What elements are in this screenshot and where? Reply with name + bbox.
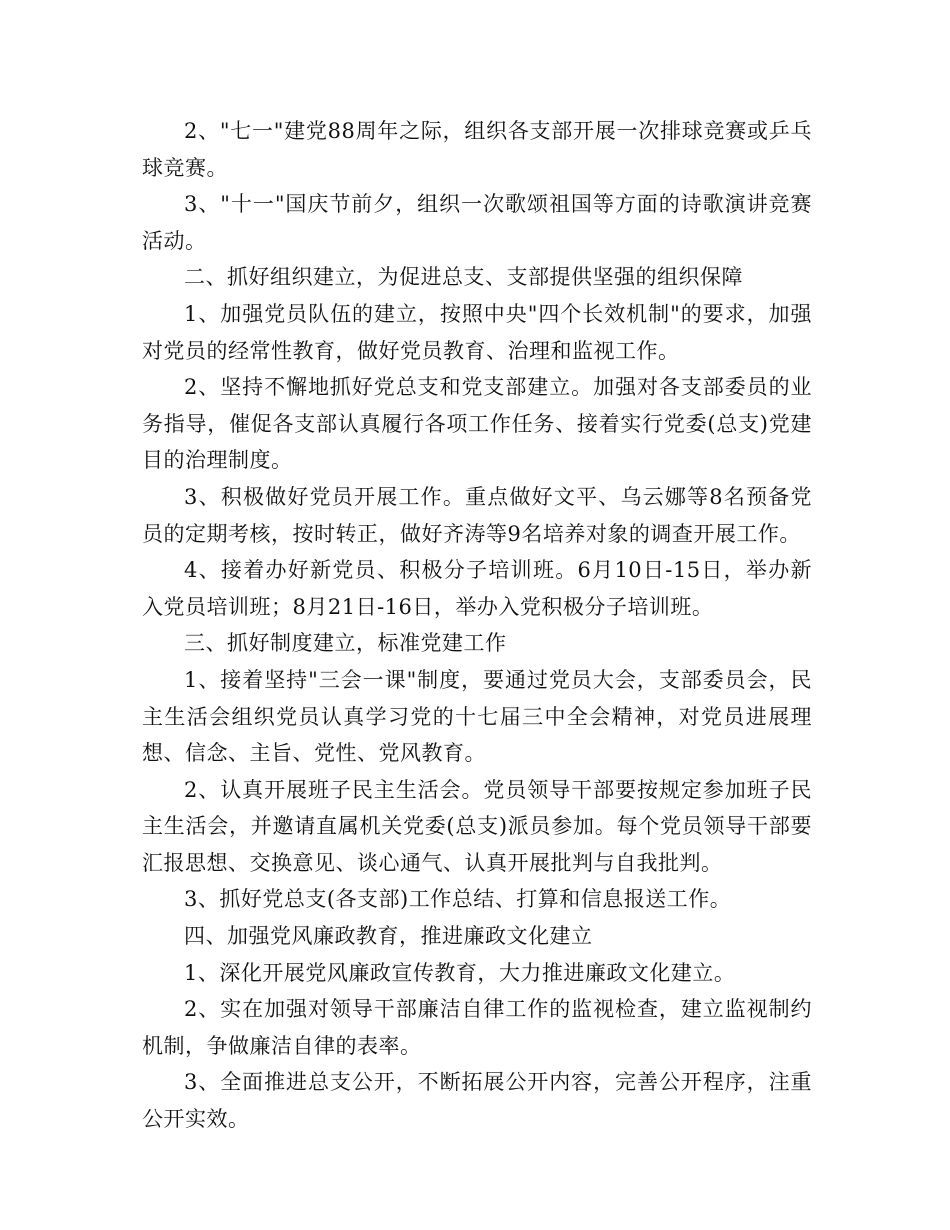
paragraph: 2、认真开展班子民主生活会。党员领导干部要按规定参加班子民主生活会，并邀请直属机关党委(总支)派员参加。每个党员领导干部要汇报思想、交换意见、谈心通气、认真开展批判与自我批判。 <box>142 777 812 875</box>
paragraph: 2、"七一"建党88周年之际，组织各支部开展一次排球竞赛或乒乓球竞赛。 <box>142 119 812 180</box>
paragraph: 3、积极做好党员开展工作。重点做好文平、乌云娜等8名预备党员的定期考核，按时转正，做好齐涛等9名培养对象的调查开展工作。 <box>142 484 812 546</box>
paragraph: 3、"十一"国庆节前夕，组织一次歌颂祖国等方面的诗歌演讲竞赛活动。 <box>142 192 812 253</box>
paragraph: 2、实在加强对领导干部廉洁自律工作的监视检查，建立监视制约机制，争做廉洁自律的表率。 <box>142 997 812 1058</box>
section-heading: 二、抓好组织建立，为促进总支、支部提供坚强的组织保障 <box>184 265 743 290</box>
paragraph: 1、加强党员队伍的建立，按照中央"四个长效机制"的要求，加强对党员的经常性教育，做好党员教育、治理和监视工作。 <box>142 301 812 363</box>
paragraph: 3、抓好党总支(各支部)工作总结、打算和信息报送工作。 <box>184 887 732 912</box>
paragraph: 3、全面推进总支公开，不断拓展公开内容，完善公开程序，注重公开实效。 <box>142 1070 812 1132</box>
paragraph: 2、坚持不懈地抓好党总支和党支部建立。加强对各支部委员的业务指导，催促各支部认真履行各项工作任务、接着实行党委(总支)党建目的治理制度。 <box>142 375 812 473</box>
document-body <box>142 113 812 1138</box>
section-heading: 三、抓好制度建立，标准党建工作 <box>184 631 507 656</box>
paragraph: 1、接着坚持"三会一课"制度，要通过党员大会，支部委员会，民主生活会组织党员认真学习党的十七届三中全会精神，对党员进展理想、信念、主旨、党性、党风教育。 <box>142 667 812 766</box>
paragraph: 4、接着办好新党员、积极分子培训班。6月10日-15日，举办新入党员培训班；8月21日-16日，举办入党积极分子培训班。 <box>142 558 812 619</box>
paragraph: 1、深化开展党风廉政宣传教育，大力推进廉政文化建立。 <box>184 960 736 985</box>
section-heading: 四、加强党风廉政教育，推进廉政文化建立 <box>184 924 593 949</box>
